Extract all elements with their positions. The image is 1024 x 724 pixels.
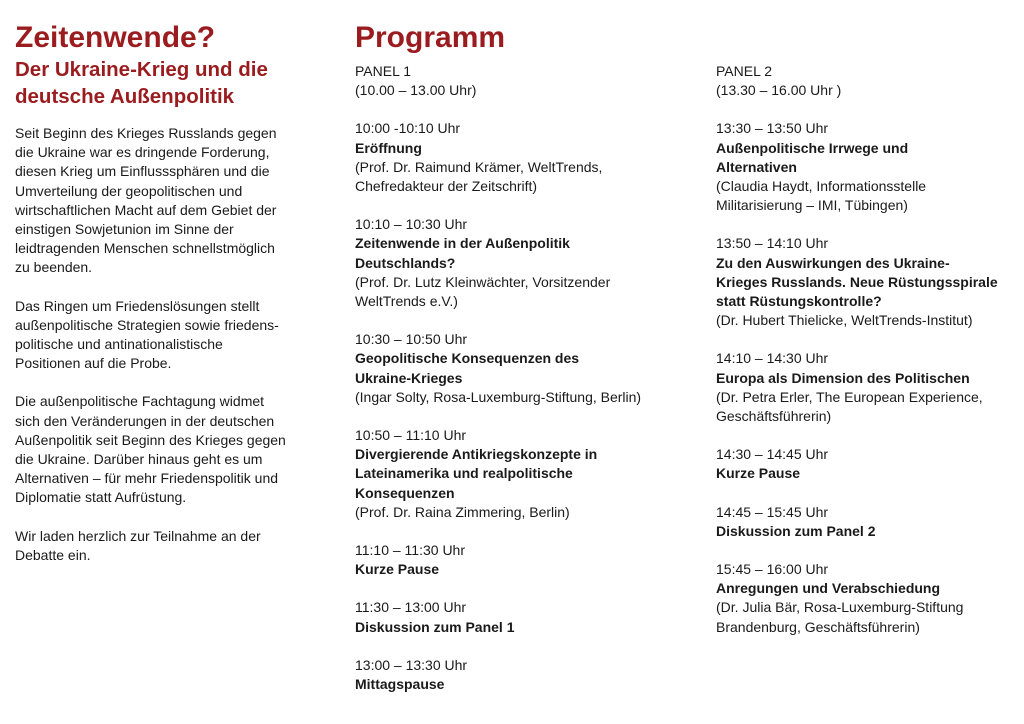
session-speaker: Brandenburg, Geschäftsführerin)	[716, 618, 920, 635]
intro-line: politische und antinationalistische	[15, 336, 223, 353]
session-title: Deutschlands?	[355, 254, 456, 271]
session-time: 15:45 – 16:00 Uhr	[716, 561, 829, 578]
intro-paragraph	[15, 124, 315, 278]
intro-line: leidtragenden Menschen schnellstmöglich	[15, 240, 275, 257]
intro-paragraph	[15, 527, 315, 565]
session-title: Kurze Pause	[355, 561, 440, 578]
session-title: Diskussion zum Panel 1	[355, 618, 515, 635]
panel-2-sessions	[716, 119, 1016, 636]
session-item	[355, 541, 685, 579]
intro-line: diesen Krieg um Einflusssphären und die	[15, 163, 270, 180]
intro-line: Positionen auf die Probe.	[15, 355, 172, 372]
intro-line: außenpolitische Strategien sowie friedens-	[15, 316, 279, 333]
subtitle-line: Der Ukraine-Krieg und die	[15, 58, 268, 81]
panel-1-time: (10.00 – 13.00 Uhr)	[355, 82, 477, 99]
session-item	[716, 445, 1016, 483]
session-title: Lateinamerika und realpolitische	[355, 465, 573, 482]
intro-line: wirtschaftlichen Macht auf dem Gebiet der	[15, 201, 277, 218]
session-speaker: (Prof. Dr. Lutz Kleinwächter, Vorsitzender	[355, 273, 611, 290]
session-speaker: Militarisierung – IMI, Tübingen)	[716, 197, 908, 214]
intro-line: die Ukraine war es dringende Forderung,	[15, 144, 270, 161]
session-time: 14:30 – 14:45 Uhr	[716, 446, 829, 463]
intro-line: Die außenpolitische Fachtagung widmet	[15, 393, 265, 410]
intro-line: Alternativen – für mehr Friedenspolitik und	[15, 470, 279, 487]
session-title: Mittagspause	[355, 676, 445, 693]
session-title: Divergierende Antikriegskonzepte in	[355, 446, 598, 463]
session-time: 10:00 -10:10 Uhr	[355, 120, 461, 137]
session-time: 13:30 – 13:50 Uhr	[716, 120, 829, 137]
session-title: Anregungen und Verabschiedung	[716, 580, 941, 597]
session-time: 10:30 – 10:50 Uhr	[355, 331, 468, 348]
intro-line: Seit Beginn des Krieges Russlands gegen	[15, 125, 277, 141]
session-item	[355, 656, 685, 694]
session-title: statt Rüstungskontrolle?	[716, 293, 882, 310]
subtitle-line: deutsche Außenpolitik	[15, 85, 235, 108]
session-title: Geopolitische Konsequenzen des	[355, 350, 580, 367]
intro-paragraph	[15, 297, 315, 374]
session-item	[716, 349, 1016, 426]
intro-line: einstigen Sowjetunion im Sinne der	[15, 221, 234, 238]
intro-line: die Ukraine. Darüber hinaus geht es um	[15, 451, 263, 468]
session-title: Diskussion zum Panel 2	[716, 522, 876, 539]
session-time: 11:10 – 11:30 Uhr	[355, 542, 466, 559]
session-time: 13:00 – 13:30 Uhr	[355, 656, 468, 673]
session-item	[716, 234, 1016, 330]
session-speaker: (Dr. Julia Bär, Rosa-Luxemburg-Stiftung	[716, 599, 964, 616]
intro-column	[15, 0, 315, 584]
intro-line: Außenpolitik seit Beginn des Krieges gegen	[15, 431, 286, 448]
intro-line: zu beenden.	[15, 259, 93, 276]
session-title: Krieges Russlands. Neue Rüstungsspirale	[716, 273, 998, 290]
session-speaker: Chefredakteur der Zeitschrift)	[355, 178, 538, 195]
session-item	[716, 503, 1016, 541]
panel-1-sessions	[355, 119, 685, 694]
panel-1-name: PANEL 1	[355, 63, 412, 79]
intro-line: Umverteilung der geopolitischen und	[15, 182, 243, 199]
program-column-1	[355, 0, 685, 713]
program-title: Programm	[355, 21, 506, 54]
session-title: Europa als Dimension des Politischen	[716, 369, 970, 386]
session-speaker: (Claudia Haydt, Informationsstelle	[716, 178, 927, 195]
page-subtitle	[15, 56, 315, 110]
intro-line: Das Ringen um Friedenslösungen stellt	[15, 297, 260, 314]
session-time: 13:50 – 14:10 Uhr	[716, 235, 829, 252]
session-time: 10:50 – 11:10 Uhr	[355, 427, 467, 444]
session-title: Konsequenzen	[355, 484, 455, 501]
panel-2-name: PANEL 2	[716, 63, 773, 79]
session-title: Eröffnung	[355, 139, 422, 156]
session-item	[355, 119, 685, 196]
intro-line: sich den Veränderungen in der deutschen	[15, 412, 275, 429]
intro-text	[15, 124, 315, 565]
intro-line: Debatte ein.	[15, 546, 91, 563]
session-time: 14:10 – 14:30 Uhr	[716, 350, 829, 367]
intro-paragraph	[15, 392, 315, 507]
session-item	[355, 426, 685, 522]
session-title: Zeitenwende in der Außenpolitik	[355, 235, 570, 252]
intro-line: Diplomatie statt Aufrüstung.	[15, 489, 187, 506]
session-title: Ukraine-Krieges	[355, 369, 463, 386]
session-title: Außenpolitische Irrwege und	[716, 139, 909, 156]
session-speaker: (Ingar Solty, Rosa-Luxemburg-Stiftung, Berlin)	[355, 388, 642, 405]
session-speaker: (Dr. Petra Erler, The European Experience,	[716, 388, 983, 405]
session-title: Zu den Auswirkungen des Ukraine-	[716, 254, 950, 271]
session-speaker: (Dr. Hubert Thielicke, WeltTrends-Institut)	[716, 312, 973, 329]
session-title: Alternativen	[716, 158, 797, 175]
session-item	[355, 215, 685, 311]
page-title: Zeitenwende?	[15, 21, 216, 54]
panel-2-header	[716, 62, 1016, 100]
session-speaker: Geschäftsführerin)	[716, 408, 832, 425]
session-item	[716, 560, 1016, 637]
panel-2-time: (13.30 – 16.00 Uhr )	[716, 82, 842, 99]
session-speaker: (Prof. Dr. Raina Zimmering, Berlin)	[355, 503, 570, 520]
session-item	[716, 119, 1016, 215]
intro-line: Wir laden herzlich zur Teilnahme an der	[15, 527, 261, 544]
panel-1-header	[355, 62, 685, 100]
session-item	[355, 330, 685, 407]
program-column-2	[716, 0, 1016, 656]
session-title: Kurze Pause	[716, 465, 801, 482]
session-item	[355, 598, 685, 636]
session-time: 11:30 – 13:00 Uhr	[355, 599, 467, 616]
session-time: 14:45 – 15:45 Uhr	[716, 503, 829, 520]
session-speaker: (Prof. Dr. Raimund Krämer, WeltTrends,	[355, 158, 603, 175]
session-speaker: WeltTrends e.V.)	[355, 293, 458, 310]
session-time: 10:10 – 10:30 Uhr	[355, 216, 468, 233]
